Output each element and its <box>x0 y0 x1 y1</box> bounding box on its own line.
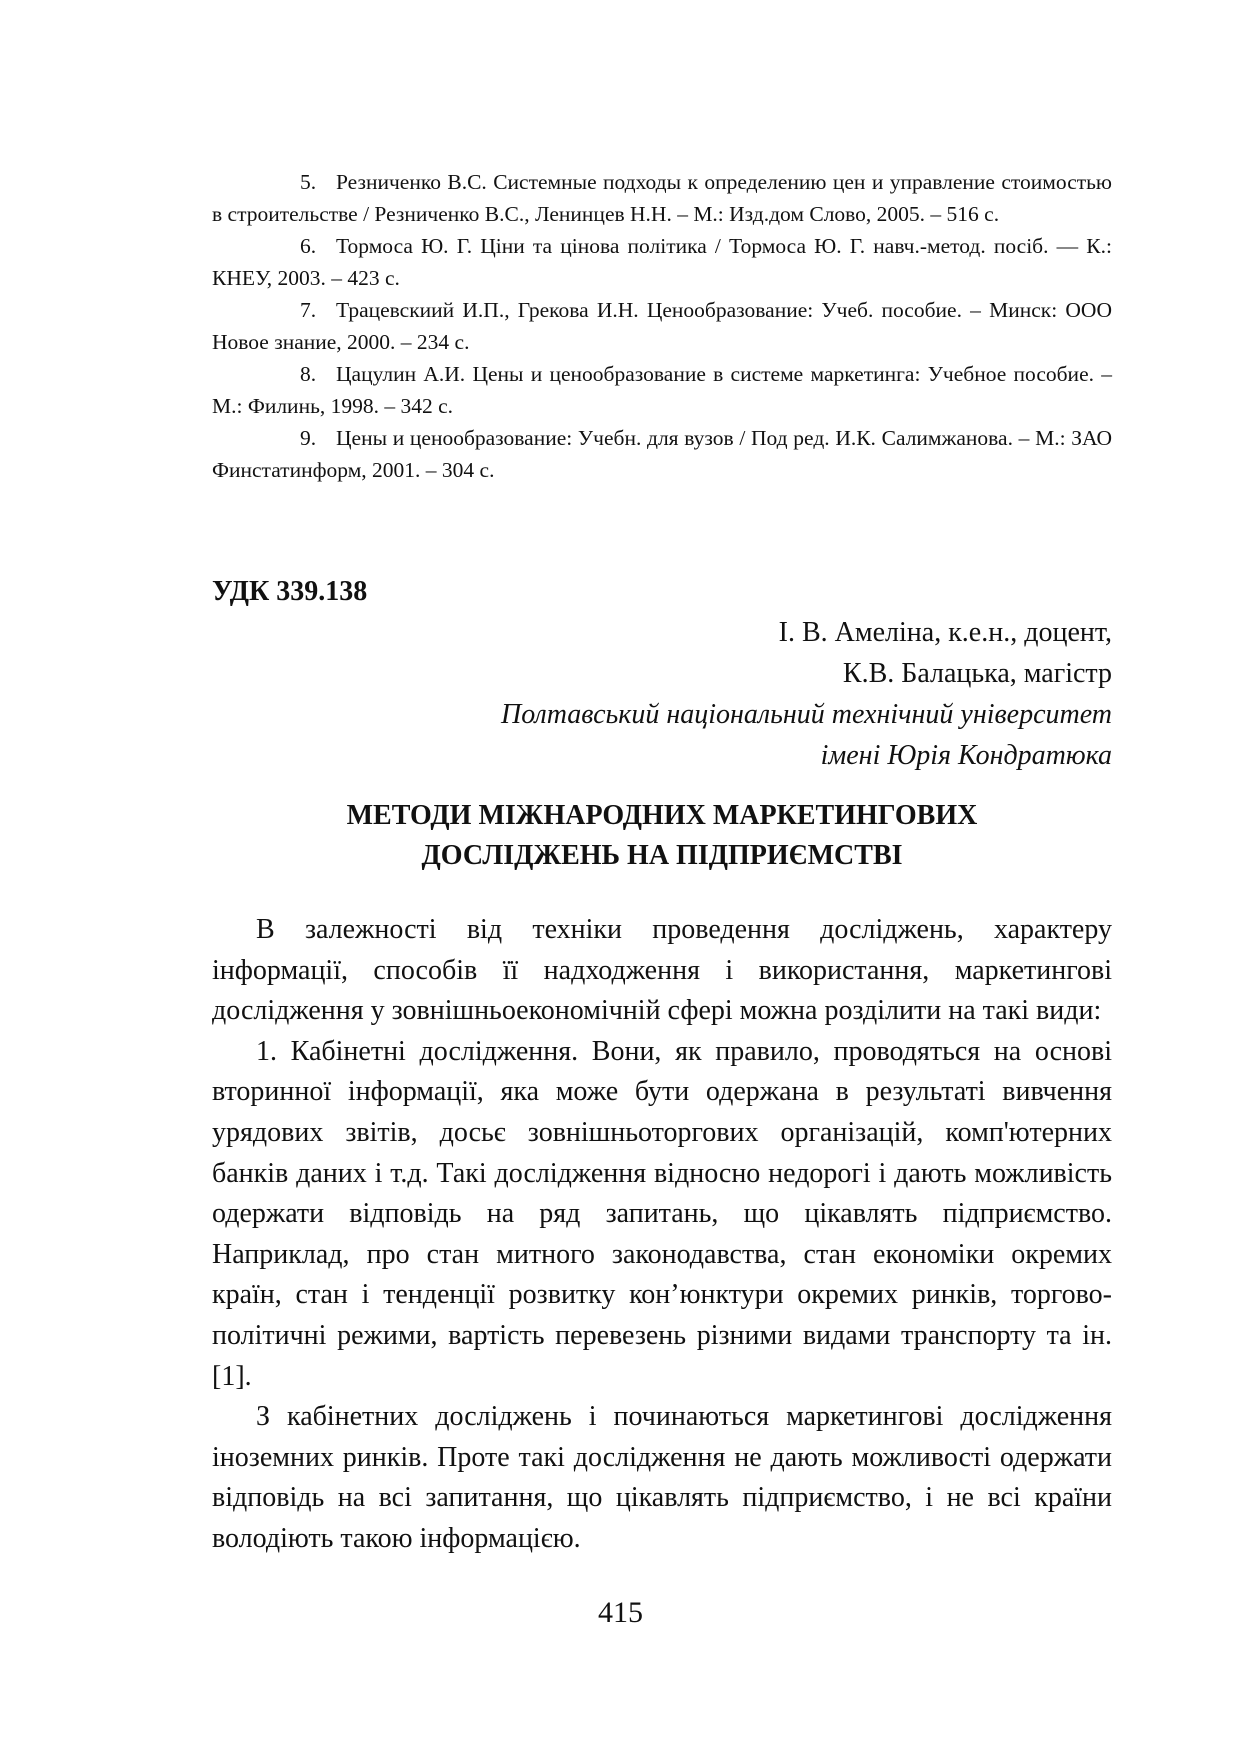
reference-list <box>212 166 1112 486</box>
author-name: І. В. Амеліна, к.е.н., доцент, <box>778 617 1112 648</box>
author-name: К.В. Балацька, магістр <box>842 658 1112 689</box>
page-number: 415 <box>598 1596 643 1629</box>
reference-text: Цены и ценообразование: Учебн. для вузов / Под ред. И.К. Салимжанова. – М.: ЗАО Финстатинформ, 2001. – 304 с. <box>212 426 1112 482</box>
article-title-line: ДОСЛІДЖЕНЬ НА ПІДПРИЄМСТВІ <box>421 840 903 871</box>
reference-number: 9. <box>300 426 317 450</box>
reference-text: Цацулин А.И. Цены и ценообразование в системе маркетинга: Учебное пособие. – М.: Филинь, 1998. – 342 с. <box>212 362 1112 418</box>
authors-block <box>212 612 1112 776</box>
reference-number: 8. <box>300 362 317 386</box>
body-paragraph: 1. Кабінетні дослідження. Вони, як правило, проводяться на основі вторинної інформації, яка може бути одержана в результаті вивчення урядових звітів, досьє зовнішньоторгових організацій, комп'ютерних банків даних і т.д. Такі дослідження відносно недорогі і дають можливість одержати відповідь на ряд запитань, що цікавлять підприємство. Наприклад, про стан митного законодавства, стан економіки окремих країн, стан і тенденції розвитку кон’юнктури окремих ринків, торгово-політичні режими, вартість перевезень різними видами транспорту та ін. [1]. <box>212 1035 1112 1392</box>
reference-item <box>212 358 1112 422</box>
reference-item <box>212 294 1112 358</box>
reference-text: Тормоса Ю. Г. Ціни та цінова політика / Тормоса Ю. Г. навч.-метод. посіб. — К.: КНЕУ, 2003. – 423 с. <box>212 234 1112 290</box>
reference-number: 5. <box>300 170 317 194</box>
reference-number: 6. <box>300 234 317 258</box>
affiliation: імені Юрія Кондратюка <box>820 740 1112 771</box>
affiliation: Полтавський національний технічний університет <box>501 699 1112 730</box>
body-paragraph: В залежності від техніки проведення досліджень, характеру інформації, способів її надходження і використання, маркетингові дослідження у зовнішньоекономічній сфері можна розділити на такі види: <box>212 914 1112 1027</box>
body-paragraph: З кабінетних досліджень і починаються маркетингові дослідження іноземних ринків. Проте такі дослідження не дають можливості одержати відповідь на всі запитання, що цікавлять підприємство, і не всі країни володіють такою інформацією. <box>212 1401 1112 1554</box>
article-title-line: МЕТОДИ МІЖНАРОДНИХ МАРКЕТИНГОВИХ <box>346 800 978 831</box>
reference-text: Трацевскиий И.П., Грекова И.Н. Ценообразование: Учеб. пособие. – Минск: ООО Новое знание, 2000. – 234 с. <box>212 298 1112 354</box>
reference-item <box>212 422 1112 486</box>
reference-item <box>212 230 1112 294</box>
udk-code: УДК 339.138 <box>212 576 368 607</box>
article-title <box>212 796 1112 876</box>
reference-number: 7. <box>300 298 317 322</box>
reference-item <box>212 166 1112 230</box>
reference-text: Резниченко В.С. Системные подходы к определению цен и управление стоимостью в строительстве / Резниченко В.С., Ленинцев Н.Н. – М.: Изд.дом Слово, 2005. – 516 с. <box>212 170 1112 226</box>
article-body <box>212 910 1112 1560</box>
